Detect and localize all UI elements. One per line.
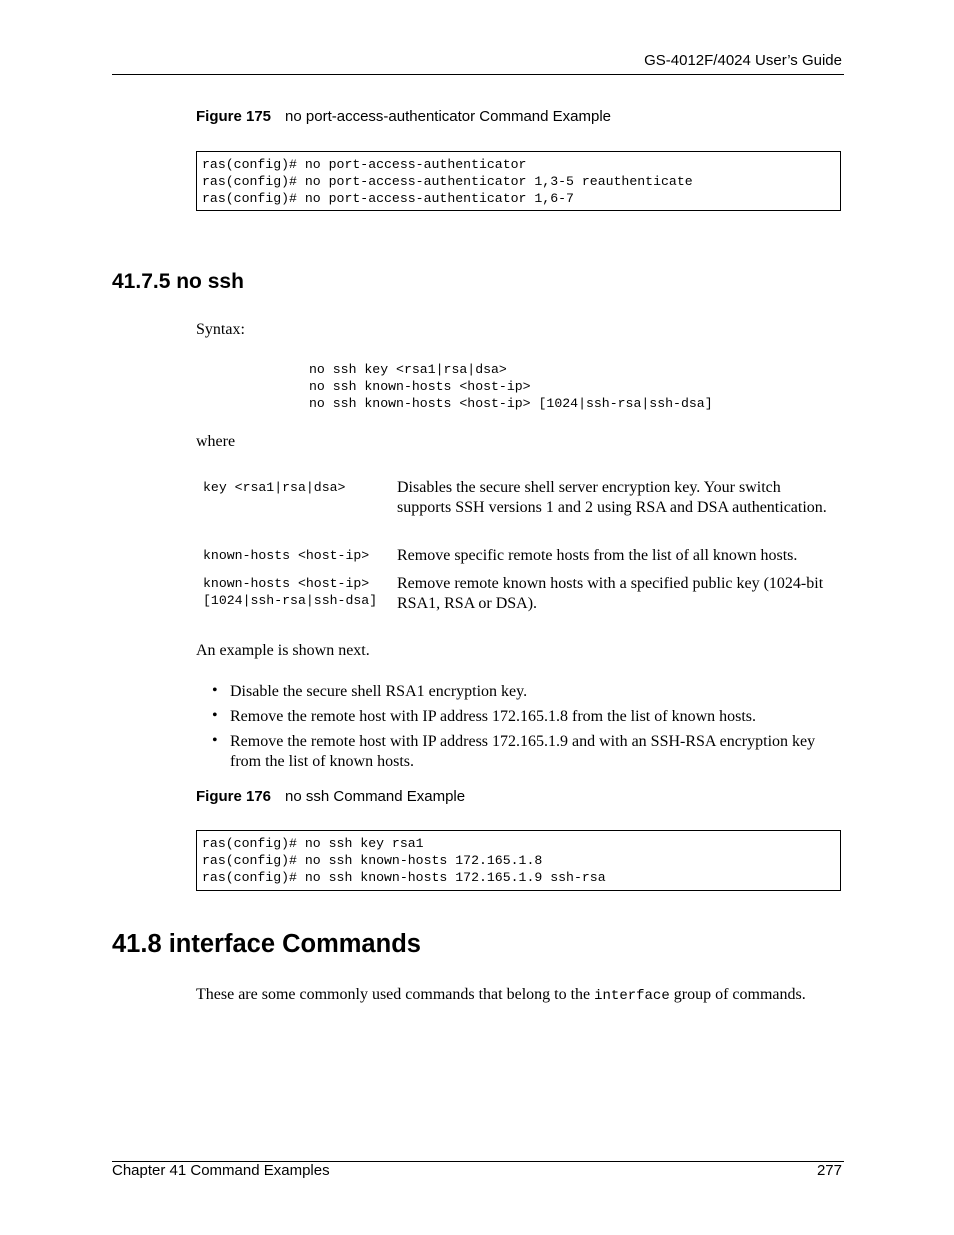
interface-paragraph-text: group of commands. bbox=[669, 986, 806, 1003]
header-rule bbox=[112, 74, 844, 75]
syntax-line: no ssh key <rsa1|rsa|dsa> bbox=[309, 362, 507, 377]
param-description: Disables the secure shell server encryption key. Your switch supports SSH versions 1 and 2 using RSA and DSA authentication. bbox=[397, 479, 827, 516]
param-description: Remove specific remote hosts from the list of all known hosts. bbox=[397, 547, 798, 564]
figure-175-caption bbox=[196, 108, 611, 125]
interface-inline-code: interface bbox=[594, 988, 670, 1004]
code-line: ras(config)# no ssh known-hosts 172.165.1.8 bbox=[202, 853, 543, 868]
code-line: ras(config)# no port-access-authenticator 1,3-5 reauthenticate bbox=[202, 174, 693, 189]
figure-175-label: Figure 175 bbox=[196, 108, 272, 125]
param-term: key <rsa1|rsa|dsa> bbox=[203, 480, 346, 495]
footer-page-number: 277 bbox=[816, 1162, 842, 1179]
syntax-line: no ssh known-hosts <host-ip> [1024|ssh-rsa|ssh-dsa] bbox=[309, 396, 713, 411]
running-header-title: GS-4012F/4024 User’s Guide bbox=[644, 52, 842, 69]
interface-paragraph-text: These are some commonly used commands that belong to the bbox=[196, 986, 595, 1003]
syntax-label: Syntax: bbox=[196, 321, 245, 338]
interface-paragraph bbox=[196, 985, 816, 1006]
bullet-item: Remove the remote host with IP address 172.165.1.8 from the list of known hosts. bbox=[230, 708, 757, 725]
code-line: ras(config)# no port-access-authenticator 1,6-7 bbox=[202, 191, 574, 206]
code-line: ras(config)# no ssh key rsa1 bbox=[202, 836, 424, 851]
figure-176-caption bbox=[196, 788, 465, 805]
syntax-block bbox=[309, 361, 713, 412]
section-heading-interface-commands: 41.8 interface Commands bbox=[112, 930, 421, 958]
figure-175-code-box bbox=[196, 151, 841, 211]
footer-chapter: Chapter 41 Command Examples bbox=[112, 1162, 330, 1179]
bullet-item: Remove the remote host with IP address 172.165.1.9 and with an SSH-RSA encryption key from the list of known hosts. bbox=[230, 733, 816, 770]
code-line: ras(config)# no port-access-authenticator bbox=[202, 157, 527, 172]
param-term: known-hosts <host-ip> bbox=[203, 548, 370, 563]
bullet-item: Disable the secure shell RSA1 encryption key. bbox=[230, 683, 528, 700]
bullet-marker: • bbox=[212, 732, 218, 749]
param-description: Remove remote known hosts with a specified public key (1024-bit RSA1, RSA or DSA). bbox=[397, 575, 824, 612]
figure-175-caption-text: no port-access-authenticator Command Example bbox=[285, 108, 612, 125]
param-term: known-hosts <host-ip> bbox=[203, 576, 370, 591]
where-label: where bbox=[196, 433, 236, 450]
example-intro: An example is shown next. bbox=[196, 642, 370, 659]
figure-176-label: Figure 176 bbox=[196, 788, 272, 805]
code-line: ras(config)# no ssh known-hosts 172.165.1.9 ssh-rsa bbox=[202, 870, 606, 885]
syntax-line: no ssh known-hosts <host-ip> bbox=[309, 379, 531, 394]
figure-176-caption-text: no ssh Command Example bbox=[285, 788, 466, 805]
bullet-marker: • bbox=[212, 682, 218, 699]
section-heading-no-ssh: 41.7.5 no ssh bbox=[112, 270, 244, 293]
bullet-marker: • bbox=[212, 707, 218, 724]
param-term: [1024|ssh-rsa|ssh-dsa] bbox=[203, 593, 378, 608]
figure-176-code-box bbox=[196, 830, 841, 891]
